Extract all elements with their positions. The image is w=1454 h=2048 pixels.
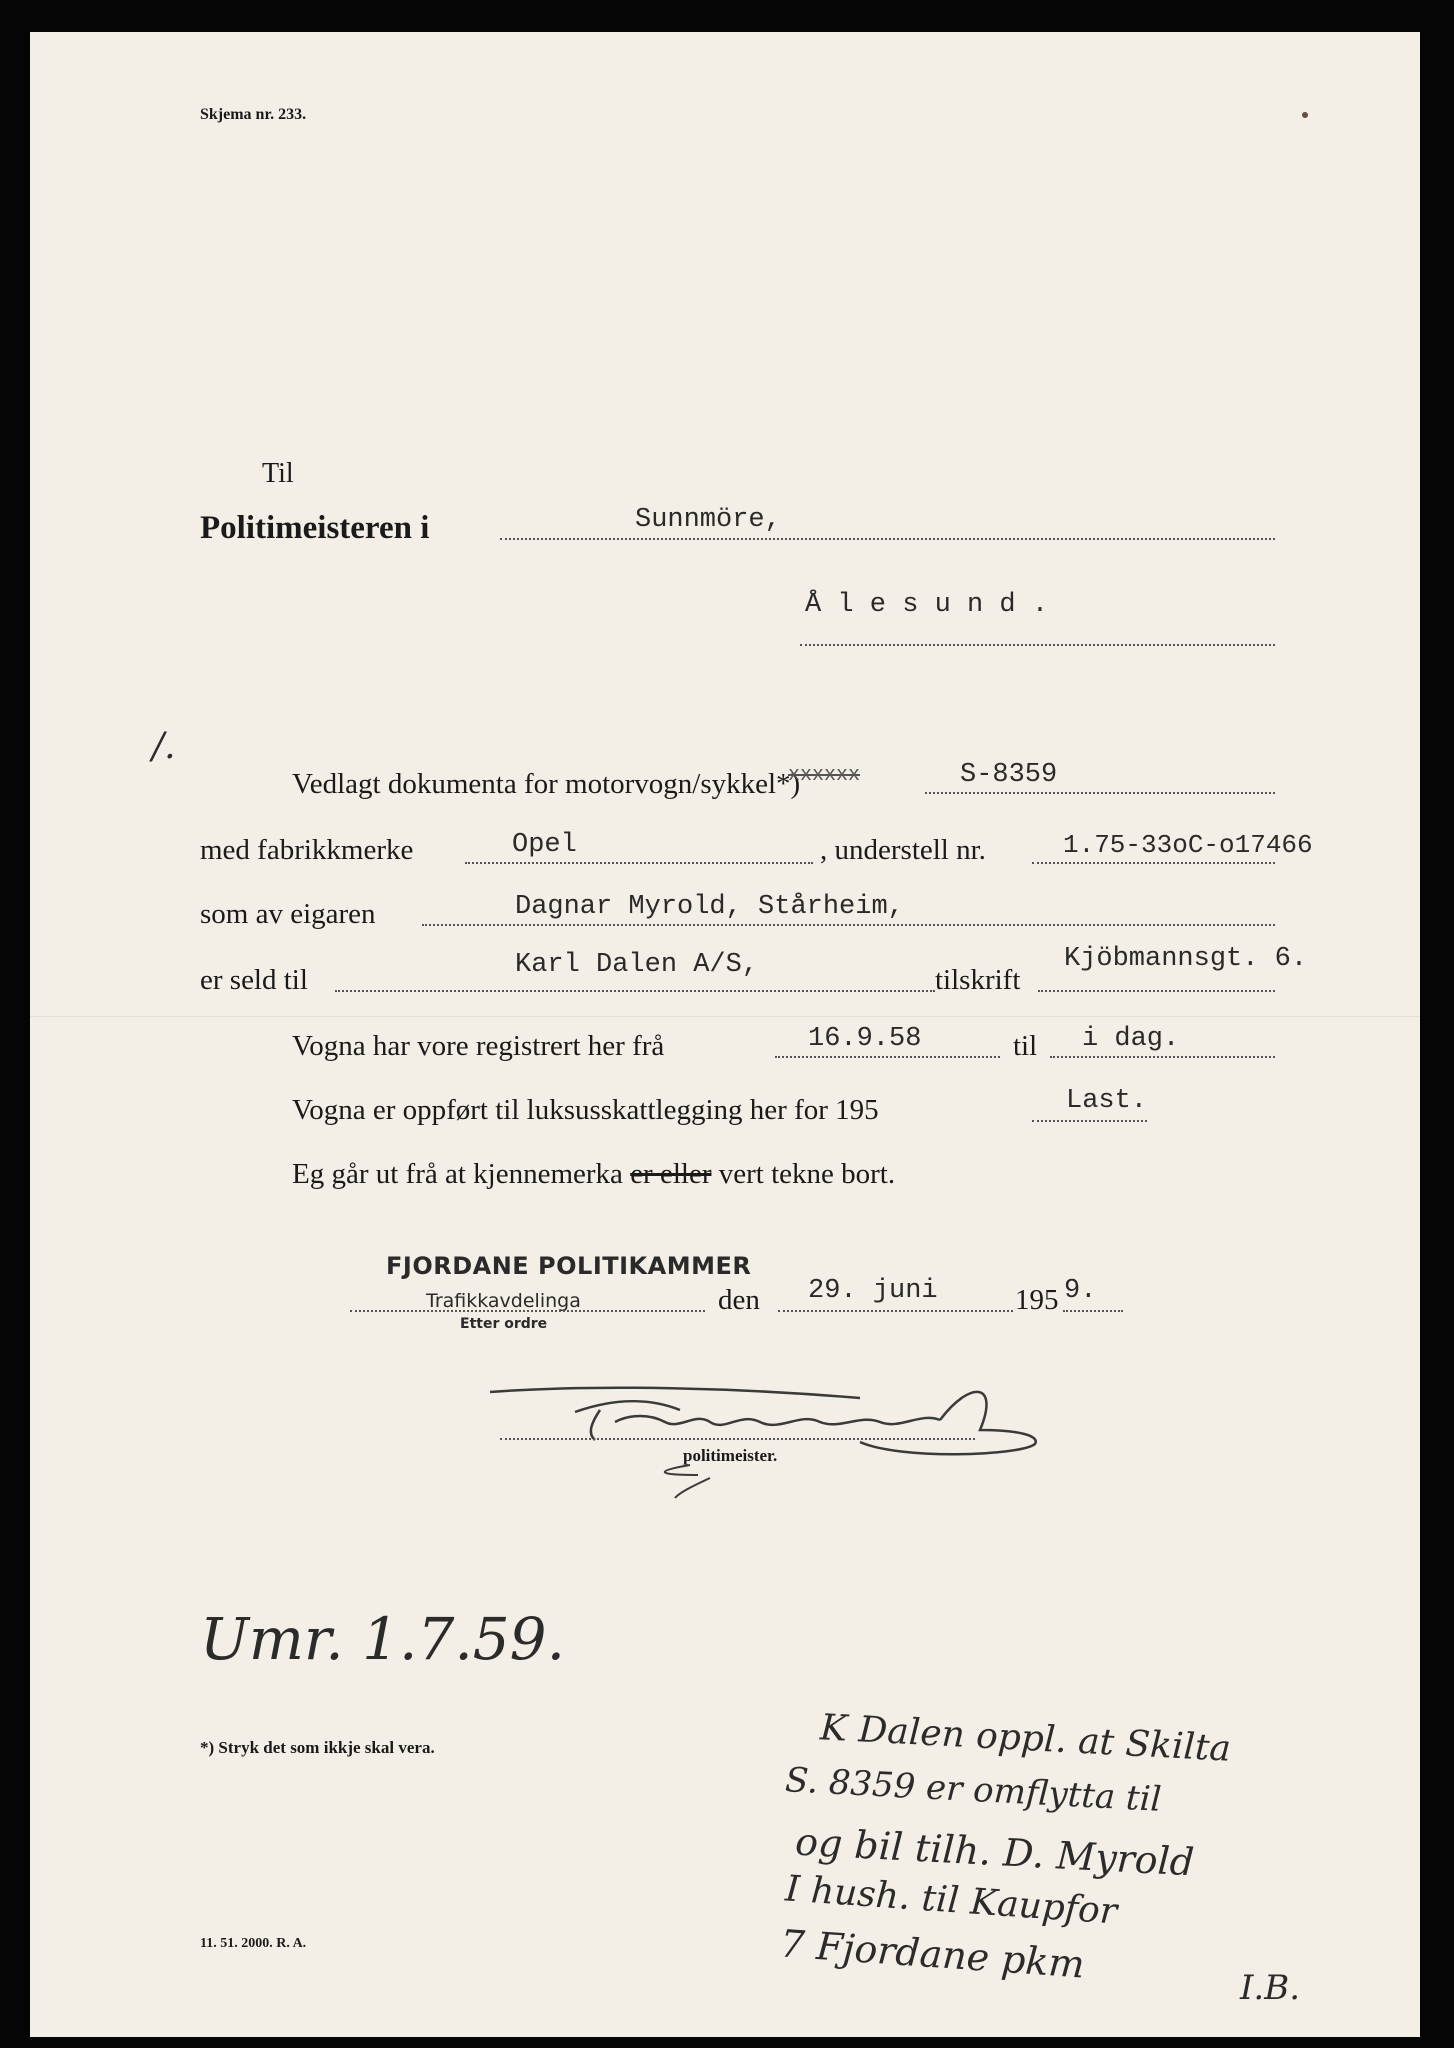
reg-from-line [775, 1056, 1000, 1058]
to-label: Til [262, 458, 294, 489]
margin-mark: /. [152, 726, 176, 767]
owner-label: som av eigaren [200, 898, 376, 930]
signature-scribble [480, 1370, 1060, 1500]
owner-line [422, 924, 1275, 926]
chassis-line [1032, 862, 1275, 864]
buyer-value: Karl Dalen A/S, [515, 950, 759, 980]
note-line-5: 7 Fjordane pkm [778, 1921, 1087, 1987]
vehicle-struck: xxxxxx [788, 764, 861, 787]
buyer-line [335, 990, 935, 992]
owner-value: Dagnar Myrold, Stårheim, [515, 892, 904, 922]
make-label: med fabrikkmerke [200, 834, 414, 866]
date-line [778, 1310, 1013, 1312]
recipient-line [500, 538, 1275, 540]
stamp-line3: Etter ordre [460, 1316, 548, 1332]
vehicle-reg-value: S-8359 [960, 760, 1058, 790]
note-line-1: K Dalen oppl. at Skilta [819, 1707, 1232, 1770]
tax-line [1032, 1120, 1147, 1122]
den-label: den [718, 1284, 760, 1316]
stamp-line1: FJORDANE POLITIKAMMER [386, 1252, 752, 1280]
reg-to-value: i dag. [1082, 1024, 1180, 1054]
make-value: Opel [512, 830, 577, 860]
form-number: Skjema nr. 233. [200, 106, 307, 123]
plates-label-b: vert tekne bort. [718, 1158, 896, 1190]
note-line-6: I.B. [1240, 1968, 1301, 2008]
address-line [1038, 990, 1275, 992]
recipient-value: Sunnmöre, [635, 505, 781, 535]
stamp-line2: Trafikkavdelinga [426, 1290, 581, 1312]
year-prefix: 195 [1015, 1284, 1059, 1316]
city-line [800, 644, 1275, 646]
fold-line [30, 1016, 1420, 1017]
plates-label [292, 1158, 895, 1191]
reg-til-label: til [1013, 1030, 1038, 1062]
address-value: Kjöbmannsgt. 6. [1064, 944, 1308, 974]
vehicle-line [925, 792, 1275, 794]
note-line-4: I hush. til Kaupfor [783, 1868, 1119, 1933]
tax-value: Last. [1066, 1086, 1148, 1116]
signature-line [500, 1438, 975, 1440]
buyer-label: er seld til [200, 964, 308, 996]
vehicle-label-text: Vedlagt dokumenta for motorvogn/sykkel*) [292, 768, 801, 800]
stamp-line [350, 1310, 705, 1312]
printer-code: 11. 51. 2000. R. A. [200, 1936, 307, 1951]
date-value: 29. juni [808, 1276, 938, 1306]
annotation-handwritten: Umr. 1.7.59. [200, 1605, 566, 1673]
year-line [1063, 1310, 1123, 1312]
reg-from-value: 16.9.58 [808, 1024, 922, 1054]
note-line-2: S. 8359 er omflytta til [784, 1760, 1163, 1820]
recipient-city: Å l e s u n d . [805, 590, 1049, 620]
chassis-label: , understell nr. [820, 834, 986, 866]
recipient-label: Politimeisteren i [200, 510, 430, 546]
note-line-3: og bil tilh. D. Myrold [794, 1819, 1196, 1885]
signature-title: politimeister. [683, 1446, 778, 1465]
year-value: 9. [1064, 1276, 1097, 1306]
footnote: *) Stryk det som ikkje skal vera. [200, 1738, 435, 1757]
plates-struck: er eller [630, 1158, 712, 1190]
address-label: tilskrift [935, 964, 1021, 996]
reg-label: Vogna har vore registrert her frå [292, 1030, 665, 1062]
plates-label-a: Eg går ut frå at kjennemerka [292, 1158, 623, 1190]
ink-speck [1302, 112, 1308, 118]
chassis-value: 1.75-33oC-o17466 [1063, 830, 1313, 860]
reg-to-line [1050, 1056, 1275, 1058]
vehicle-label [292, 768, 800, 801]
tax-label: Vogna er oppført til luksusskattlegging her for 195 [292, 1094, 879, 1126]
make-line [465, 862, 813, 864]
